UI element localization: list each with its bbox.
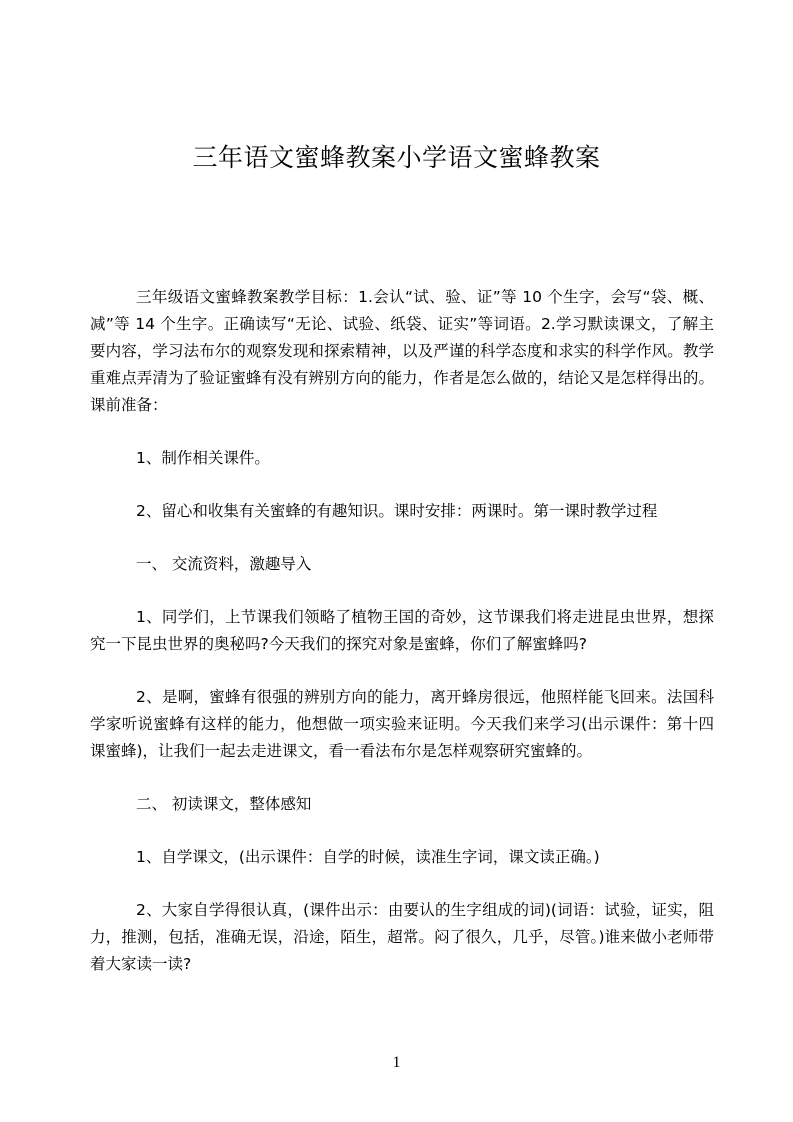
paragraph-reading-1: 1、自学课文，(出示课件：自学的时候，读准生字词，课文读正确。) [136,848,600,866]
paragraph-prep-2: 2、留心和收集有关蜜蜂的有趣知识。课时安排：两课时。第一课时教学过程 [136,502,658,520]
paragraph-objectives: 三年级语文蜜蜂教案教学目标：1.会认“试、验、证”等 10 个生字，会写“袋、概、减”等 14 个生字。正确读写“无论、试验、纸袋、证实”等词语。2.学习默读课文，了解主要内容，学习法布尔的观察发现和探索精神，以及严谨的科学态度和求实的科学作风。教学重难点弄清为了验证蜜蜂有没有辨别方向的能力，作者是怎么做的，结论又是怎样得出的。课前准备： [90,288,714,414]
paragraph-intro-2: 2、是啊，蜜蜂有很强的辨别方向的能力，离开蜂房很远，他照样能飞回来。法国科学家听说蜜蜂有这样的能力，他想做一项实验来证明。今天我们来学习(出示课件：第十四课蜜蜂)，让我们一起去走进课文，看一看法布尔是怎样观察研究蜜蜂的。 [90,688,714,760]
paragraph-intro-1: 1、同学们，上节课我们领略了植物王国的奇妙，这节课我们将走进昆虫世界，想探究一下昆虫世界的奥秘吗?今天我们的探究对象是蜜蜂，你们了解蜜蜂吗? [90,608,714,653]
paragraph-prep-1: 1、制作相关课件。 [136,449,270,467]
page-number: 1 [392,1054,401,1071]
section-heading-1: 一、 交流资料，激趣导入 [136,555,312,573]
paragraph-reading-2: 2、大家自学得很认真，(课件出示：由要认的生字组成的词)(词语：试验，证实，阻力，推测，包括，准确无误，沿途，陌生，超常。闷了很久，几乎，尽管。)谁来做小老师带着大家读一读? [90,901,714,973]
document-title: 三年语文蜜蜂教案小学语文蜜蜂教案 [192,143,601,172]
document-body [90,284,714,1004]
section-heading-2: 二、 初读课文，整体感知 [136,795,312,813]
